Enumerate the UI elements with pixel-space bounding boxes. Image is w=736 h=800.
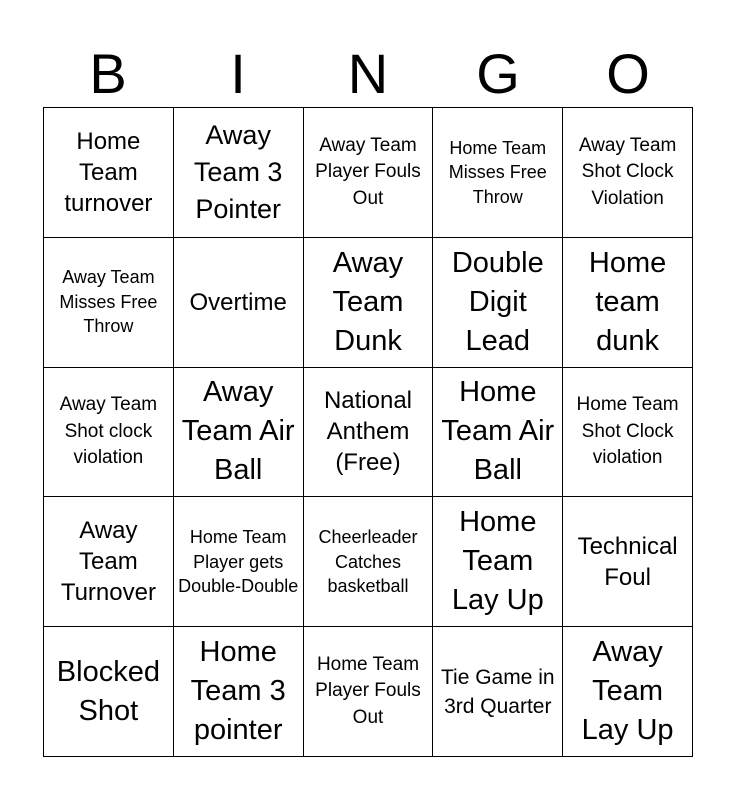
bingo-cell[interactable] [433,497,563,627]
header-letter-i: I [230,42,246,105]
cell-label: Away Team Dunk [332,246,404,357]
bingo-cell[interactable] [563,108,693,238]
bingo-cell[interactable] [563,238,693,368]
bingo-cell[interactable] [304,108,434,238]
header-letter-g: G [476,42,520,105]
bingo-cell[interactable] [44,627,174,757]
cell-label: Away Team Lay Up [581,636,674,747]
cell-label: Double Digit Lead [451,246,544,357]
cell-label: Home Team Air Ball [441,376,555,487]
bingo-cell[interactable] [304,497,434,627]
cell-label: Away Team 3 Pointer [193,119,283,224]
bingo-cell[interactable] [174,627,304,757]
bingo-cell[interactable] [563,368,693,498]
cell-label: Home Team Lay Up [451,506,544,617]
bingo-cell[interactable] [174,238,304,368]
cell-label: Away Team Shot Clock Violation [578,134,677,209]
cell-label: Away Team Air Ball [181,376,295,487]
cell-label: Home Team Player gets Double-Double [178,527,299,597]
cell-label: Home Team Shot Clock violation [576,394,679,469]
header-letter-o: O [606,42,650,105]
bingo-cell[interactable] [433,238,563,368]
bingo-header [43,40,693,108]
bingo-cell[interactable] [304,238,434,368]
header-letter-b: B [89,42,127,105]
cell-label: Overtime [189,288,287,316]
bingo-cell[interactable] [433,368,563,498]
cell-label: Home team dunk [588,246,667,357]
bingo-cell[interactable] [44,238,174,368]
bingo-board [43,107,693,757]
bingo-cell[interactable] [304,627,434,757]
bingo-cell[interactable] [563,497,693,627]
cell-label: Technical Foul [577,532,678,591]
cell-label: Home Team Player Fouls Out [315,653,421,728]
bingo-cell[interactable] [433,108,563,238]
bingo-cell[interactable] [174,108,304,238]
cell-label: Away Team Misses Free Throw [59,267,158,337]
bingo-cell[interactable] [44,368,174,498]
cell-label: Away Team Shot clock violation [59,394,158,469]
cell-label: Tie Game in 3rd Quarter [440,665,555,718]
cell-label: Home Team Misses Free Throw [448,137,547,207]
bingo-cell[interactable] [174,497,304,627]
cell-label: Cheerleader Catches basketball [318,527,418,597]
cell-label: National Anthem (Free) [323,387,413,477]
bingo-cell[interactable] [433,627,563,757]
cell-label: Away Team Player Fouls Out [315,134,421,209]
cell-label: Away Team Turnover [60,517,156,607]
bingo-cell[interactable] [563,627,693,757]
bingo-cell[interactable] [44,108,174,238]
header-letter-n: N [347,42,389,105]
cell-label: Blocked Shot [56,655,160,727]
bingo-cell[interactable] [174,368,304,498]
cell-label: Home Team 3 pointer [190,636,286,747]
bingo-cell[interactable] [304,368,434,498]
bingo-cell[interactable] [44,497,174,627]
cell-label: Home Team turnover [64,127,153,217]
